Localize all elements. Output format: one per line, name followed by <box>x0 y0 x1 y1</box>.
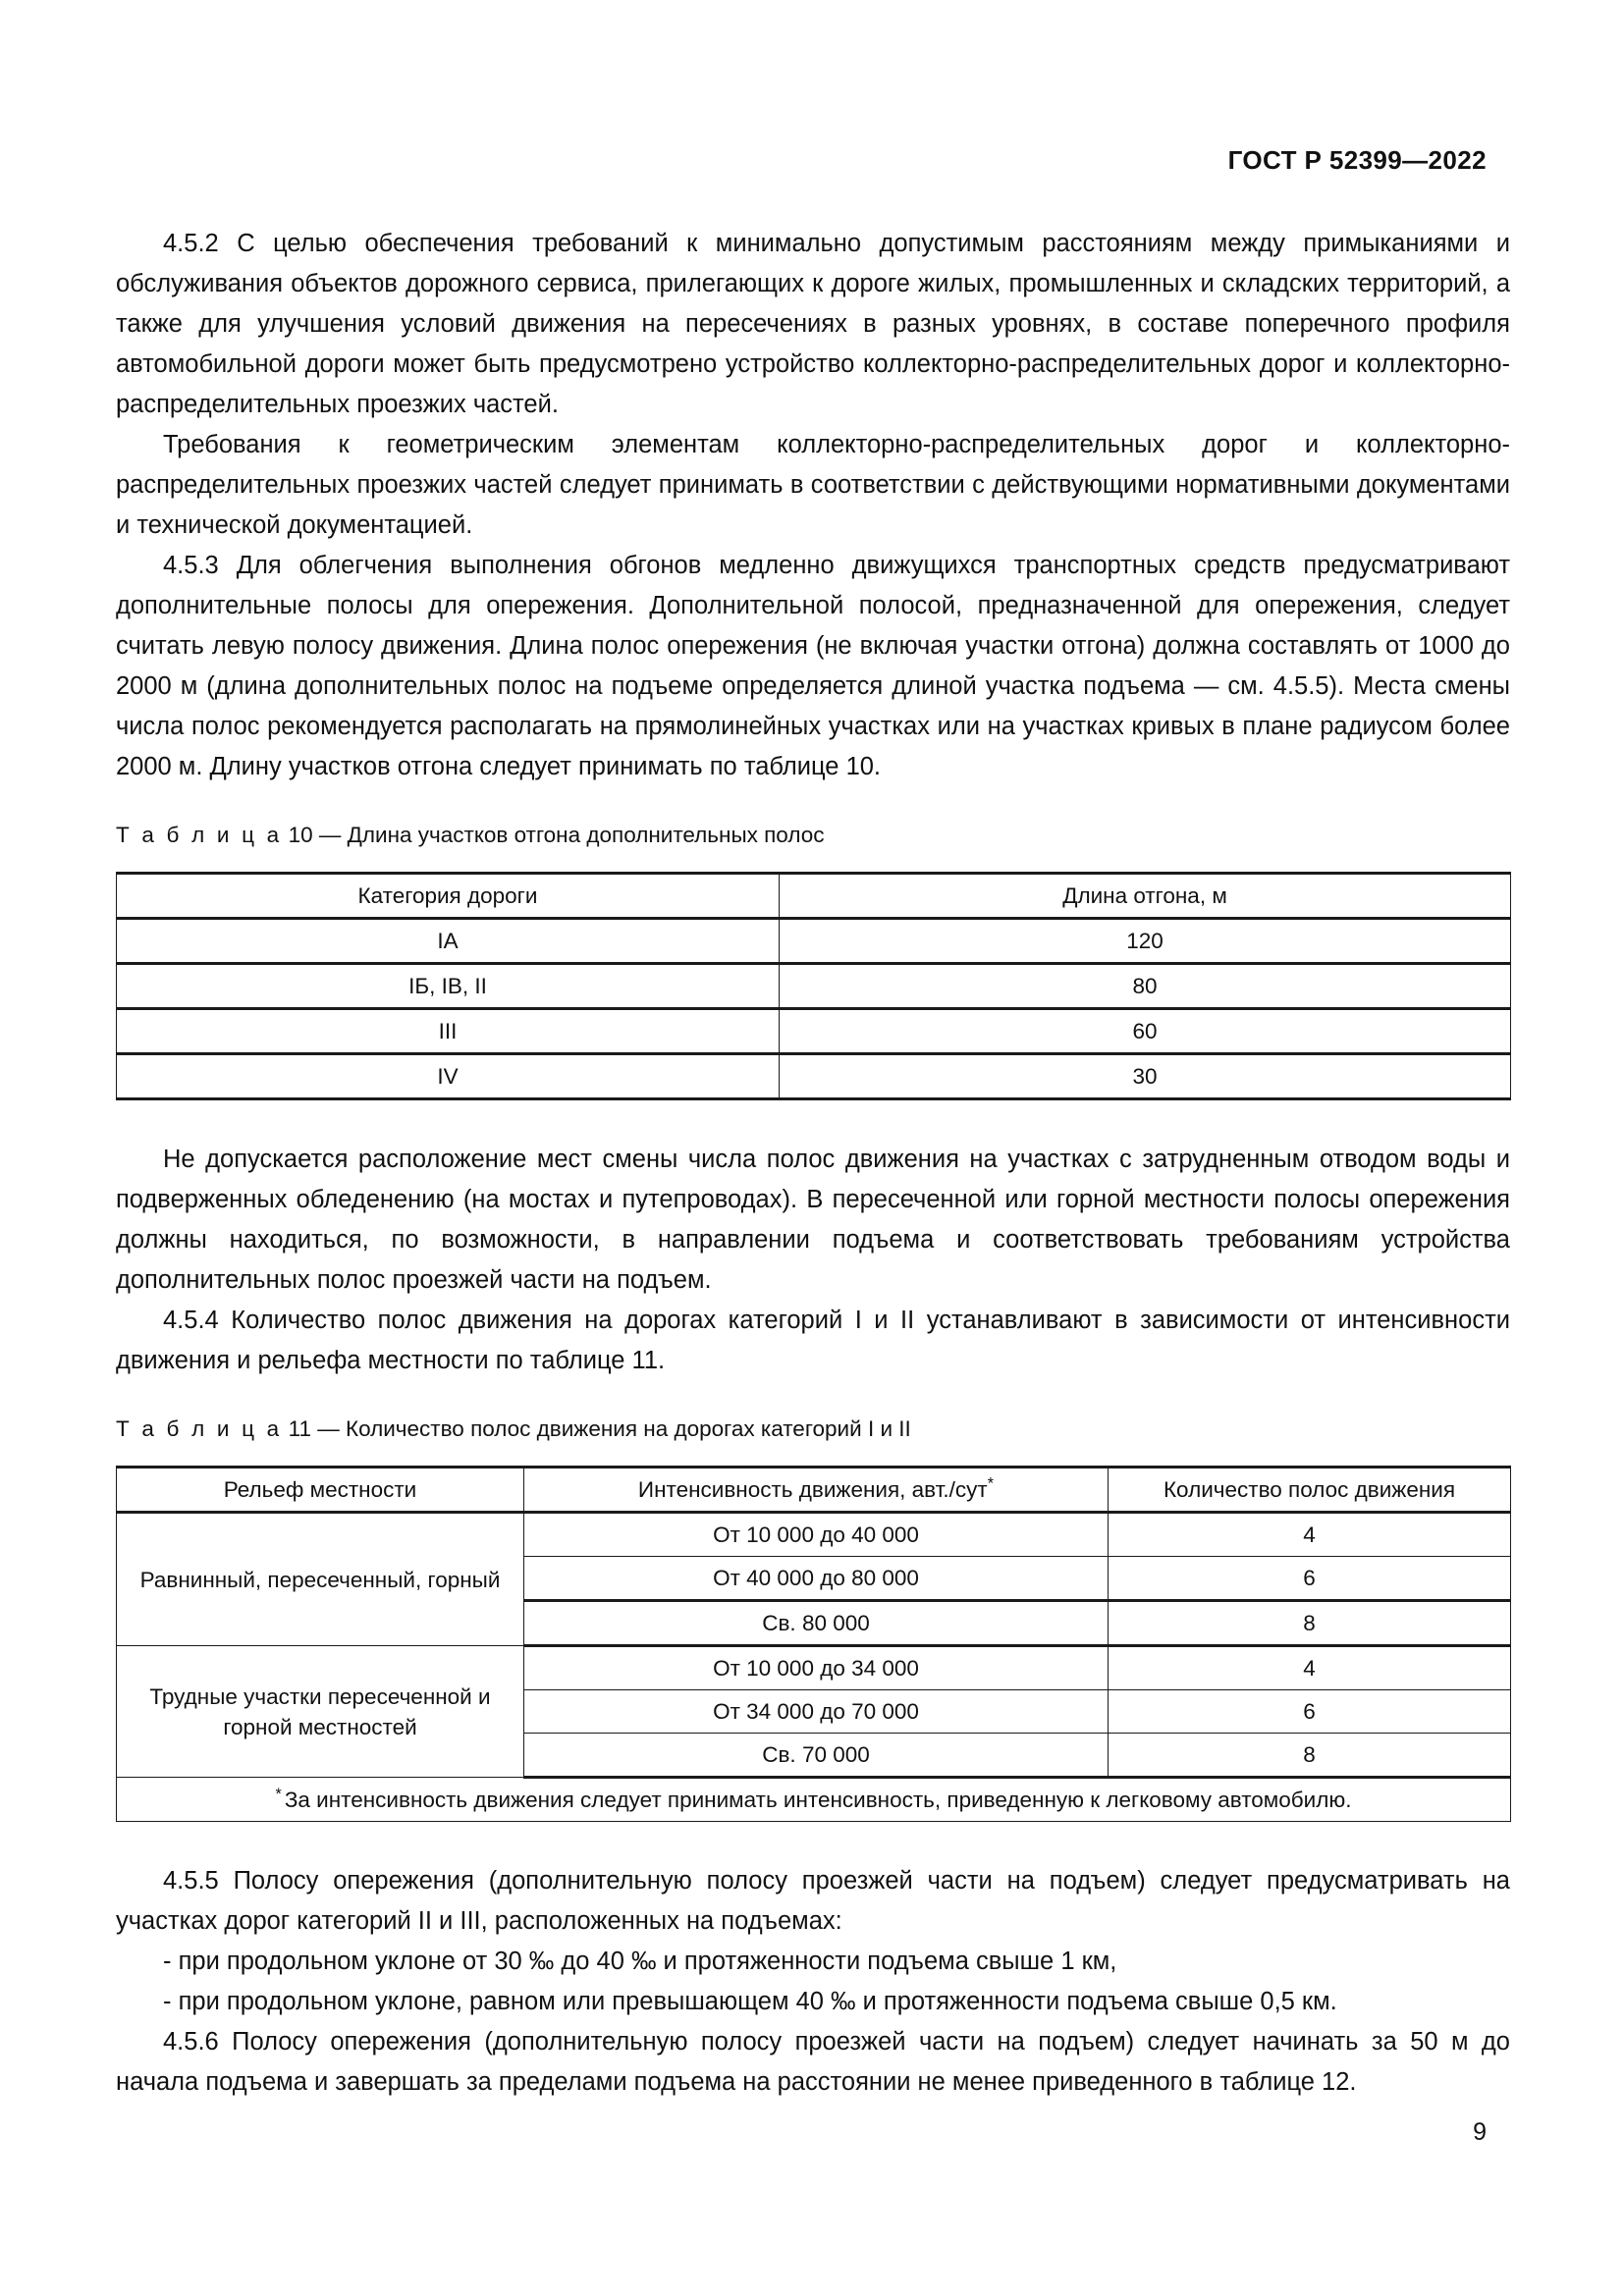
table-11 <box>116 1466 1511 1822</box>
footnote-marker-icon: * <box>987 1474 995 1493</box>
table-11-header-intensity <box>524 1468 1109 1513</box>
table-10-cell-category: IV <box>117 1054 780 1099</box>
table-11-cell-relief-group-1: Равнинный, пересеченный, горный <box>117 1513 524 1646</box>
table-11-caption-word: Т а б л и ц а <box>116 1416 283 1441</box>
table-11-cell-lanes: 8 <box>1109 1601 1511 1646</box>
table-10-cell-length: 80 <box>780 964 1511 1009</box>
paragraph-4-5-6: 4.5.6 Полосу опережения (дополнительную полосу проезжей части на подъем) следует начинать за 50 м до начала подъема и завершать за пределами подъема на расстоянии не менее приведенного в таблице 12. <box>116 2028 1510 2096</box>
paragraph-4-5-5-item-1: - при продольном уклоне от 30 ‰ до 40 ‰ и протяженности подъема свыше 1 км, <box>163 1948 1117 1975</box>
table-row <box>117 1646 1511 1690</box>
table-11-cell-intensity: От 34 000 до 70 000 <box>524 1690 1109 1734</box>
table-row <box>117 964 1511 1009</box>
table-11-cell-intensity: От 40 000 до 80 000 <box>524 1557 1109 1601</box>
table-11-footnote <box>117 1778 1511 1822</box>
table-row <box>117 1513 1511 1557</box>
table-11-cell-intensity: Св. 80 000 <box>524 1601 1109 1646</box>
table-row <box>117 1054 1511 1099</box>
table-11-header-intensity-text: Интенсивность движения, авт./сут <box>637 1477 988 1502</box>
paragraph-4-5-2-continued: Требования к геометрическим элементам коллекторно-распределительных дорог и коллекторно-распределительных проезжих частей следует принимать в соответствии с действующими нормативными документами и технической документацией. <box>116 431 1510 539</box>
table-row <box>117 1009 1511 1054</box>
paragraph-4-5-4: 4.5.4 Количество полос движения на дорогах категорий I и II устанавливают в зависимости от интенсивности движения и рельефа местности по таблице 11. <box>116 1307 1510 1374</box>
table-11-footnote-row <box>117 1778 1511 1822</box>
document-body <box>116 224 1510 2103</box>
page-header-standard-number: ГОСТ Р 52399—2022 <box>1227 145 1487 175</box>
table-10-caption <box>116 819 1510 852</box>
table-11-cell-lanes: 6 <box>1109 1557 1511 1601</box>
table-11-cell-intensity: От 10 000 до 34 000 <box>524 1646 1109 1690</box>
paragraph-after-table-10: Не допускается расположение мест смены числа полос движения на участках с затрудненным отводом воды и подверженных обледенению (на мостах и путепроводах). В пересеченной или горной местности полосы опережения должны находиться, по возможности, в направлении подъема и соответствовать требованиям устройства дополнительных полос проезжей части на подъем. <box>116 1146 1510 1294</box>
footnote-star-icon: * <box>275 1785 282 1803</box>
table-11-cell-intensity: От 10 000 до 40 000 <box>524 1513 1109 1557</box>
table-11-header-relief: Рельеф местности <box>117 1468 524 1513</box>
table-row <box>117 919 1511 964</box>
page-number: 9 <box>1473 2118 1487 2146</box>
table-11-header-row <box>117 1468 1511 1513</box>
paragraph-4-5-5: 4.5.5 Полосу опережения (дополнительную полосу проезжей части на подъем) следует предусматривать на участках дорог категорий II и III, расположенных на подъемах: <box>116 1867 1510 1935</box>
table-10-cell-length: 60 <box>780 1009 1511 1054</box>
table-10-cell-category: IБ, IВ, II <box>117 964 780 1009</box>
table-10-header-length: Длина отгона, м <box>780 874 1511 919</box>
table-11-cell-lanes: 4 <box>1109 1646 1511 1690</box>
table-10-header-row <box>117 874 1511 919</box>
table-11-cell-lanes: 6 <box>1109 1690 1511 1734</box>
table-11-caption-text: 11 — Количество полос движения на дорогах категорий I и II <box>288 1416 911 1441</box>
table-10-caption-text: 10 — Длина участков отгона дополнительных полос <box>288 823 825 847</box>
table-11-footnote-text: За интенсивность движения следует принимать интенсивность, приведенную к легковому автомобилю. <box>284 1788 1352 1812</box>
table-11-cell-lanes: 8 <box>1109 1734 1511 1778</box>
table-10-cell-length: 120 <box>780 919 1511 964</box>
table-10-cell-category: III <box>117 1009 780 1054</box>
paragraph-4-5-3: 4.5.3 Для облегчения выполнения обгонов медленно движущихся транспортных средств предусматривают дополнительные полосы для опережения. Дополнительной полосой, предназначенной для опережения, следует считать левую полосу движения. Длина полос опережения (не включая участки отгона) должна составлять от 1000 до 2000 м (длина дополнительных полос на подъеме определяется длиной участка подъема — см. 4.5.5). Места смены числа полос рекомендуется располагать на прямолинейных участках или на участках кривых в плане радиусом более 2000 м. Длину участков отгона следует принимать по таблице 10. <box>116 552 1510 780</box>
table-11-cell-lanes: 4 <box>1109 1513 1511 1557</box>
table-11-caption <box>116 1413 1510 1446</box>
table-10-cell-category: IA <box>117 919 780 964</box>
table-10-header-category: Категория дороги <box>117 874 780 919</box>
table-11-header-lanes: Количество полос движения <box>1109 1468 1511 1513</box>
table-11-cell-relief-group-2: Трудные участки пересеченной и горной местностей <box>117 1646 524 1778</box>
table-11-cell-intensity: Св. 70 000 <box>524 1734 1109 1778</box>
table-10-cell-length: 30 <box>780 1054 1511 1099</box>
table-10 <box>116 872 1511 1100</box>
paragraph-4-5-2: 4.5.2 С целью обеспечения требований к минимально допустимым расстояниям между примыканиями и обслуживания объектов дорожного сервиса, прилегающих к дороге жилых, промышленных и складских территорий, а также для улучшения условий движения на пересечениях в разных уровнях, в составе поперечного профиля автомобильной дороги может быть предусмотрено устройство коллекторно-распределительных дорог и коллекторно-распределительных проезжих частей. <box>116 230 1510 418</box>
paragraph-4-5-5-item-2: - при продольном уклоне, равном или превышающем 40 ‰ и протяженности подъема свыше 0,5 км. <box>163 1988 1337 2015</box>
table-10-caption-word: Т а б л и ц а <box>116 823 283 847</box>
